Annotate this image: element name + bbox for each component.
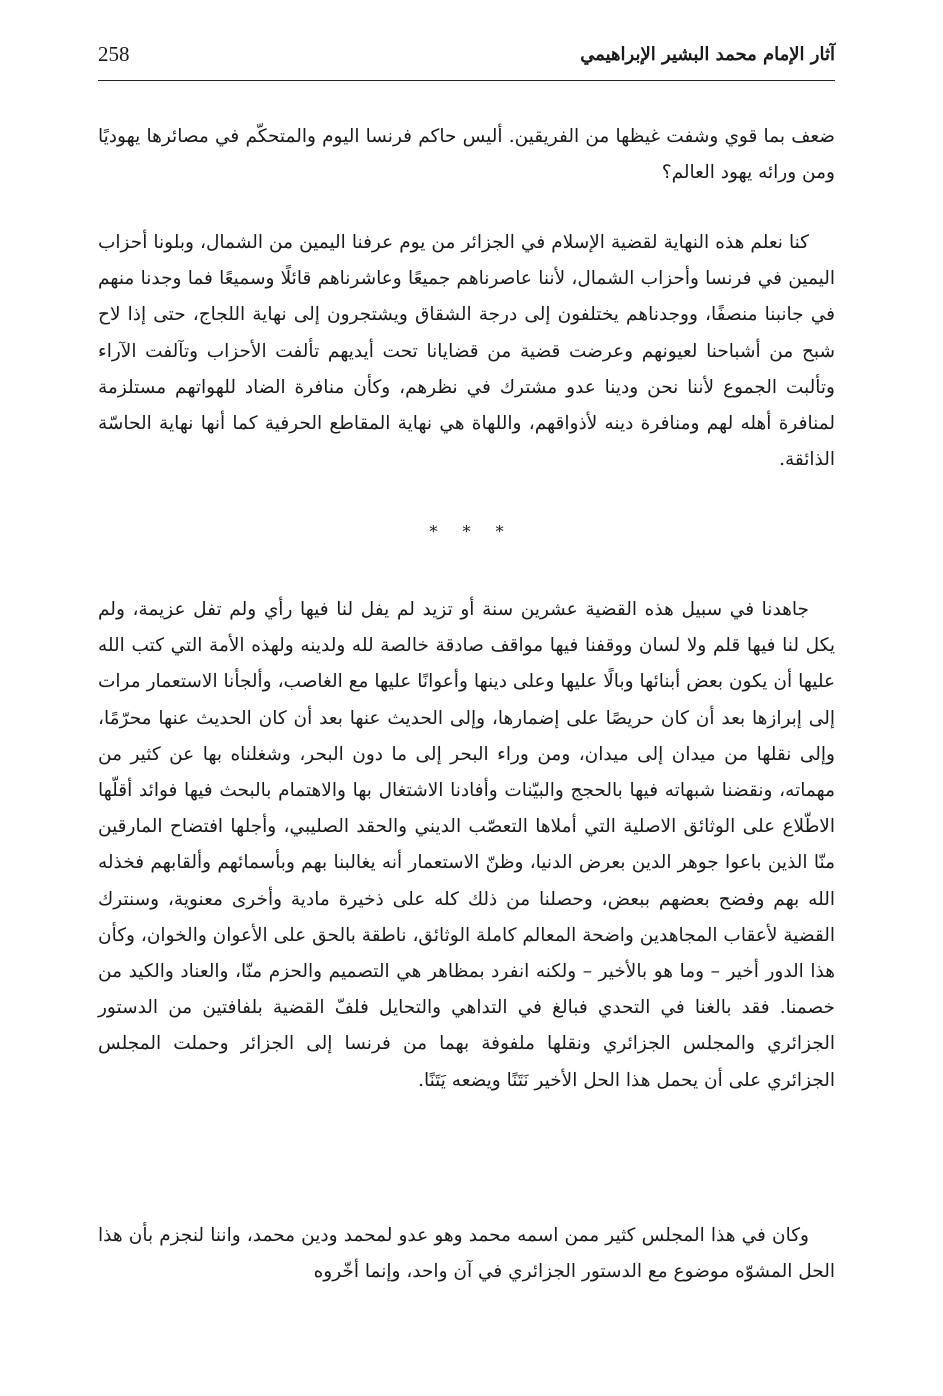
paragraph-4: وكان في هذا المجلس كثير ممن اسمه محمد وهو عدو لمحمد ودين محمد، واننا لنجزم بأن هذا الحل المشوّه موضوع مع الدستور الجزائري في آن واحد، وإنما أخّروه [98,1225,835,1283]
page-number: 258 [98,42,130,66]
running-title: آثار الإمام محمد البشير الإبراهيمي [580,44,835,65]
section-separator: * * * [429,522,514,541]
page-header [98,40,835,81]
paragraph-2: كنا نعلم هذه النهاية لقضية الإسلام في الجزائر من يوم عرفنا اليمين من الشمال، وبلونا أحزاب اليمين في فرنسا وأحزاب الشمال، لأننا عاصرناهم جميعًا وعاشرناهم قائلًا وسميعًا فما وجدنا منهم في جانبنا منصفًا، ووجدناهم يختلفون إلى درجة الشقاق ويشتجرون إلى نهاية اللجاج، حتى إذا لاح شبح من أشباحنا لعيونهم وعرضت قضية من قضايانا تحت أيديهم تألفت الأحزاب وتآلفت الآراء وتألبت الجموع لأننا نحن ودينا عدو مشترك في نظرهم، وكأن منافرة الضاد للهواتهم مستلزمة لمنافرة أهله لهم ومنافرة دينه لأذواقهم، واللهاة هي نهاية المقاطع الحرفية كما أنها نهاية الحاسّة الذائقة. [98,232,835,471]
paragraph-1: ضعف بما قوي وشفت غيظها من الفريقين. أليس حاكم فرنسا اليوم والمتحكّم في مصائرها يهوديًا ومن ورائه يهود العالم؟ [98,126,835,184]
paragraph-3: جاهدنا في سبيل هذه القضية عشرين سنة أو تزيد لم يفل لنا فيها رأي ولم تفل عزيمة، ولم يكل لنا فيها قلم ولا لسان ووقفنا فيها مواقف صادقة خالصة لله ولدينه ولهذه الأمة التي كتب الله عليها أن يكون بعض أبنائها وبالًا عليها وعلى دينها وأعوانًا عليها مع الغاصب، وألجأنا الاستعمار مرات إلى إبرازها بعد أن كان حريصًا على إضمارها، وإلى الحديث عنها بعد أن كان الحديث عنها محرّمًا، وإلى نقلها من ميدان إلى ميدان، ومن وراء البحر إلى ما دون البحر، وشغلناه بها عن كثير من مهماته، ونقضنا شبهاته فيها بالحجج والبيّنات وأفادنا الاشتغال بها والاهتمام بالبحث فيها فوائد أقلّها الاطّلاع على الوثائق الاصلية التي أملاها التعصّب الديني والحقد الصليبي، وأجلها افتضاح المارقين منّا الذين باعوا جوهر الدين بعرض الدنيا، وظنّ الاستعمار أنه يغالبنا بهم وبأسمائهم وألقابهم فخذله الله بهم وفضح بعضهم ببعض، وحصلنا من ذلك كله على ذخيرة مادية وأخرى معنوية، وسنترك القضية لأعقاب المجاهدين واضحة المعالم كاملة الوثائق، ناطقة بالحق على الأعوان والخوان، وكأن هذا الدور أخير – وما هو بالأخير – ولكنه انفرد بمظاهر هي التصميم والحزم منّا، والعناد والكيد من خصمنا. فقد بالغنا في التحدي فبالغ في التداهي والتحايل فلفّ القضية بلفافتين من الدستور الجزائري والمجلس الجزائري ونقلها ملفوفة بهما من فرنسا إلى الجزائر وحملت المجلس الجزائري على أن يحمل هذا الحل الأخير نَتَنًا ويضعه يَتَنًا. [98,599,835,1091]
